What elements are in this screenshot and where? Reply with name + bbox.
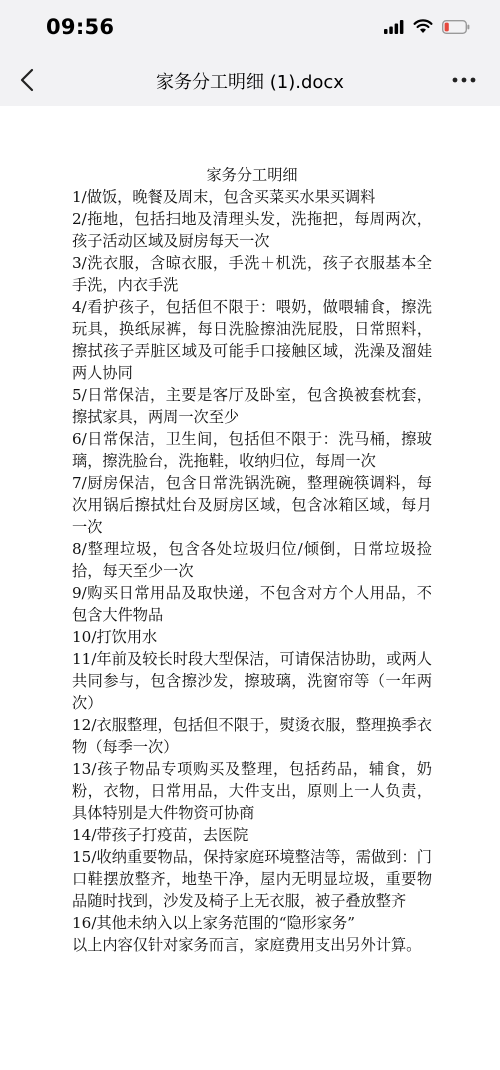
document-item: 4/看护孩子，包括但不限于：喂奶，做喂辅食，擦洗玩具，换纸尿裤，每日洗脸擦油洗屁股，日常照料，擦拭孩子弄脏区域及可能手口接触区域，洗澡及溜娃两人协同	[72, 298, 432, 382]
document-item: 5/日常保洁，主要是客厅及卧室，包含换被套枕套，擦拭家具，两周一次至少	[72, 386, 432, 426]
document-item: 15/收纳重要物品，保持家庭环境整洁等，需做到：门口鞋摆放整齐，地垫干净，屋内无明显垃圾，重要物品随时找到，沙发及椅子上无衣服，被子叠放整齐	[72, 848, 432, 910]
document-item: 14/带孩子打疫苗，去医院	[72, 826, 249, 844]
document-item: 9/购买日常用品及取快递，不包含对方个人用品，不包含大件物品	[72, 584, 432, 624]
document-item: 16/其他未纳入以上家务范围的“隐形家务”	[72, 914, 355, 932]
document-item: 8/整理垃圾，包含各处垃圾归位/倾倒，日常垃圾捡拾，每天至少一次	[72, 540, 432, 580]
document-note: 以上内容仅针对家务而言，家庭费用支出另外计算。	[72, 936, 422, 954]
document-item: 1/做饭，晚餐及周末，包含买菜买水果买调料	[72, 188, 376, 206]
nav-bar	[0, 54, 500, 106]
document-body	[72, 164, 432, 956]
battery-icon	[442, 19, 470, 38]
document-viewer[interactable]	[0, 106, 500, 1070]
more-dots-icon[interactable]	[450, 68, 478, 92]
document-item: 11/年前及较长时段大型保洁，可请保洁协助，或两人共同参与，包含擦沙发，擦玻璃，洗窗帘等（一年两次）	[72, 650, 432, 712]
document-item: 2/拖地，包括扫地及清理头发，洗拖把，每周两次，孩子活动区域及厨房每天一次	[72, 210, 432, 250]
signal-icon	[384, 19, 404, 38]
status-time: 09:56	[46, 15, 115, 39]
status-icons	[384, 18, 470, 38]
document-title: 家务分工明细 (1).docx	[156, 72, 344, 93]
document-heading: 家务分工明细	[206, 166, 298, 184]
document-item: 6/日常保洁，卫生间，包括但不限于：洗马桶，擦玻璃，擦洗脸台，洗拖鞋，收纳归位，每周一次	[72, 430, 432, 470]
document-item: 7/厨房保洁，包含日常洗锅洗碗，整理碗筷调料，每次用锅后擦拭灶台及厨房区域，包含冰箱区域，每月一次	[72, 474, 432, 536]
document-item: 3/洗衣服，含晾衣服，手洗＋机洗，孩子衣服基本全手洗，内衣手洗	[72, 254, 432, 294]
document-item: 10/打饮用水	[72, 628, 158, 646]
status-bar	[0, 0, 500, 54]
chevron-left-icon[interactable]	[12, 64, 42, 96]
document-item: 12/衣服整理，包括但不限于，熨烫衣服，整理换季衣物（每季一次）	[72, 716, 432, 756]
document-item: 13/孩子物品专项购买及整理，包括药品，辅食，奶粉，衣物，日常用品，大件支出，原则上一人负责，具体特别是大件物资可协商	[72, 760, 432, 822]
wifi-icon	[413, 19, 433, 38]
